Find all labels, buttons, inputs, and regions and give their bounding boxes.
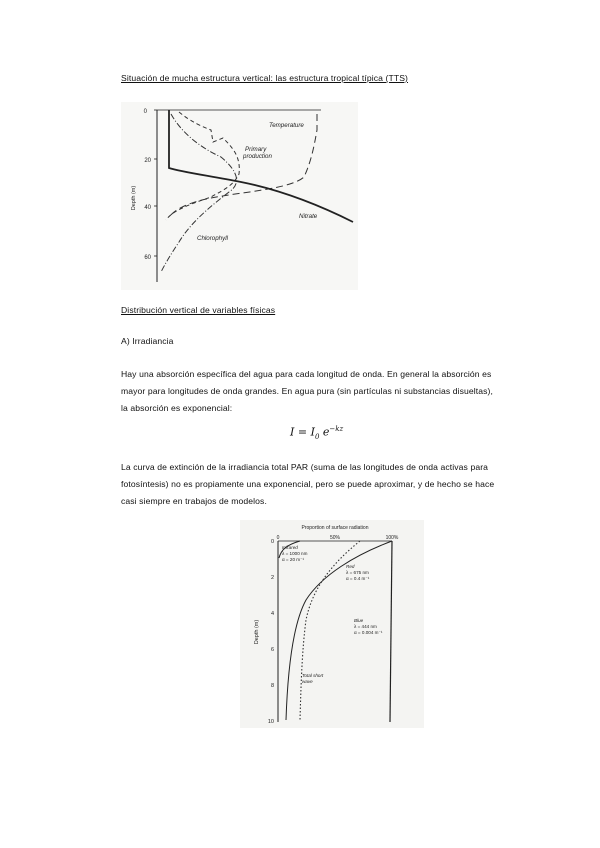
subsection-heading-irradiance: A) Irradiancia <box>121 336 174 346</box>
red-label: Red <box>346 564 355 569</box>
label-primary: Primary <box>245 146 267 153</box>
formula-e: e <box>322 425 330 439</box>
fig1-ytick: 20 <box>144 158 151 164</box>
fig2-ytick: 8 <box>270 683 274 689</box>
infrared-wavelength: λ = 1000 nm <box>282 551 308 556</box>
figure-radiation-depth <box>240 520 424 728</box>
total-label-2: wave <box>302 679 313 684</box>
label-temperature: Temperature <box>269 122 304 129</box>
paragraph-par-extinction: La curva de extinción de la irradiancia total PAR (suma de las longitudes de onda activas para fotosíntesis) no es propiamente una exponencial, pero se puede aproximar, y de hecho se hace casi siempre en trabajos de modelos. <box>121 462 495 506</box>
label-nitrate: Nitrate <box>299 213 318 220</box>
red-alpha: α = 0.4 m⁻¹ <box>346 576 370 581</box>
fig2-ytick: 2 <box>270 575 274 581</box>
formula-lhs: I <box>290 425 295 439</box>
blue-alpha: α = 0.004 m⁻¹ <box>354 630 383 635</box>
fig2-xtick: 50% <box>329 535 341 541</box>
infrared-alpha: α = 20 m⁻¹ <box>282 557 305 562</box>
fig2-title: Proportion of surface radiation <box>301 525 369 531</box>
nitrate-curve <box>169 110 353 222</box>
fig2-ytick: 6 <box>270 647 274 653</box>
paragraph-absorption: Hay una absorción específica del agua para cada longitud de onda. En general la absorción es mayor para longitudes de onda grandes. En agua pura (sin partículas ni substancias disueltas), la absorción es exponencial: <box>121 369 493 413</box>
temperature-curve <box>169 114 317 217</box>
section-heading-tts: Situación de mucha estructura vertical: las estructura tropical típica (TTS) <box>121 73 409 83</box>
formula-exponential <box>290 425 343 441</box>
formula-exponent: −kz <box>329 425 344 433</box>
fig2-ytick: 4 <box>270 611 274 617</box>
chlorophyll-curve <box>161 114 237 272</box>
section-heading-physical-variables: Distribución vertical de variables físicas <box>121 305 276 315</box>
total-label-1: Total short <box>302 673 324 678</box>
fig2-xtick: 0 <box>276 535 280 541</box>
formula-subscript: 0 <box>314 432 320 441</box>
infrared-label: Infrared <box>282 545 298 550</box>
red-wavelength: λ = 675 nm <box>346 570 369 575</box>
primary-production-curve <box>166 112 239 220</box>
fig1-ytick: 0 <box>143 109 147 115</box>
blue-wavelength: λ = 444 nm <box>354 624 377 629</box>
fig2-ylabel: Depth (m) <box>254 619 260 645</box>
fig1-ytick: 60 <box>144 255 151 261</box>
figure-tropical-profiles <box>121 102 358 290</box>
formula-base: I <box>310 425 315 439</box>
fig1-ytick: 40 <box>144 205 151 211</box>
fig1-ylabel: Depth (m) <box>131 185 137 211</box>
fig2-ytick: 0 <box>270 539 274 545</box>
formula-equals: = <box>297 425 308 439</box>
fig2-xtick: 100% <box>385 535 399 541</box>
blue-label: Blue <box>354 618 364 623</box>
label-chlorophyll: Chlorophyll <box>197 235 228 242</box>
blue-curve <box>390 541 392 722</box>
label-production: production <box>243 153 272 160</box>
fig2-ytick: 10 <box>267 719 274 725</box>
